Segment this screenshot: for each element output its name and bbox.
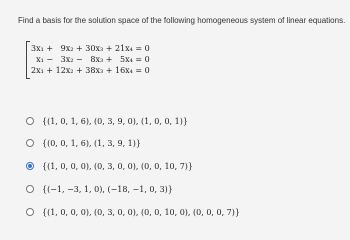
question-text: Find a basis for the solution space of the following homogeneous system of linear equations. (18, 16, 346, 25)
radio-button-3[interactable] (26, 162, 34, 170)
radio-button-1[interactable] (26, 117, 34, 125)
equation-row-3: 2x₁ + 12x₂ + 38x₃ + 16x₄ = 0 (31, 66, 150, 75)
answer-option-3[interactable] (26, 159, 193, 173)
radio-button-2[interactable] (26, 139, 34, 147)
equation-row-2: x₁ − 3x₂ − 8x₃ + 5x₄ = 0 (31, 55, 150, 64)
answer-option-4[interactable] (26, 182, 173, 196)
equation-system (26, 41, 166, 79)
answer-option-2-label: {(0, 0, 1, 6), (1, 3, 9, 1)} (42, 138, 141, 148)
answer-option-5-label: {(1, 0, 0, 0), (0, 3, 0, 0), (0, 0, 10, 0), (0, 0, 0, 7)} (42, 207, 240, 217)
answer-option-3-label: {(1, 0, 0, 0), (0, 3, 0, 0), (0, 0, 10, 7)} (42, 161, 194, 171)
left-bracket (26, 41, 30, 79)
radio-button-5[interactable] (26, 208, 34, 216)
answer-option-5[interactable] (26, 205, 240, 219)
answer-option-1-label: {(1, 0, 1, 6), (0, 3, 9, 0), (1, 0, 0, 1)} (42, 116, 188, 126)
answer-option-2[interactable] (26, 136, 141, 150)
equation-row-1: 3x₁ + 9x₂ + 30x₃ + 21x₄ = 0 (31, 44, 150, 53)
answer-option-1[interactable] (26, 114, 188, 128)
radio-button-4[interactable] (26, 185, 34, 193)
answer-option-4-label: {(−1, −3, 1, 0), (−18, −1, 0, 3)} (42, 184, 173, 194)
